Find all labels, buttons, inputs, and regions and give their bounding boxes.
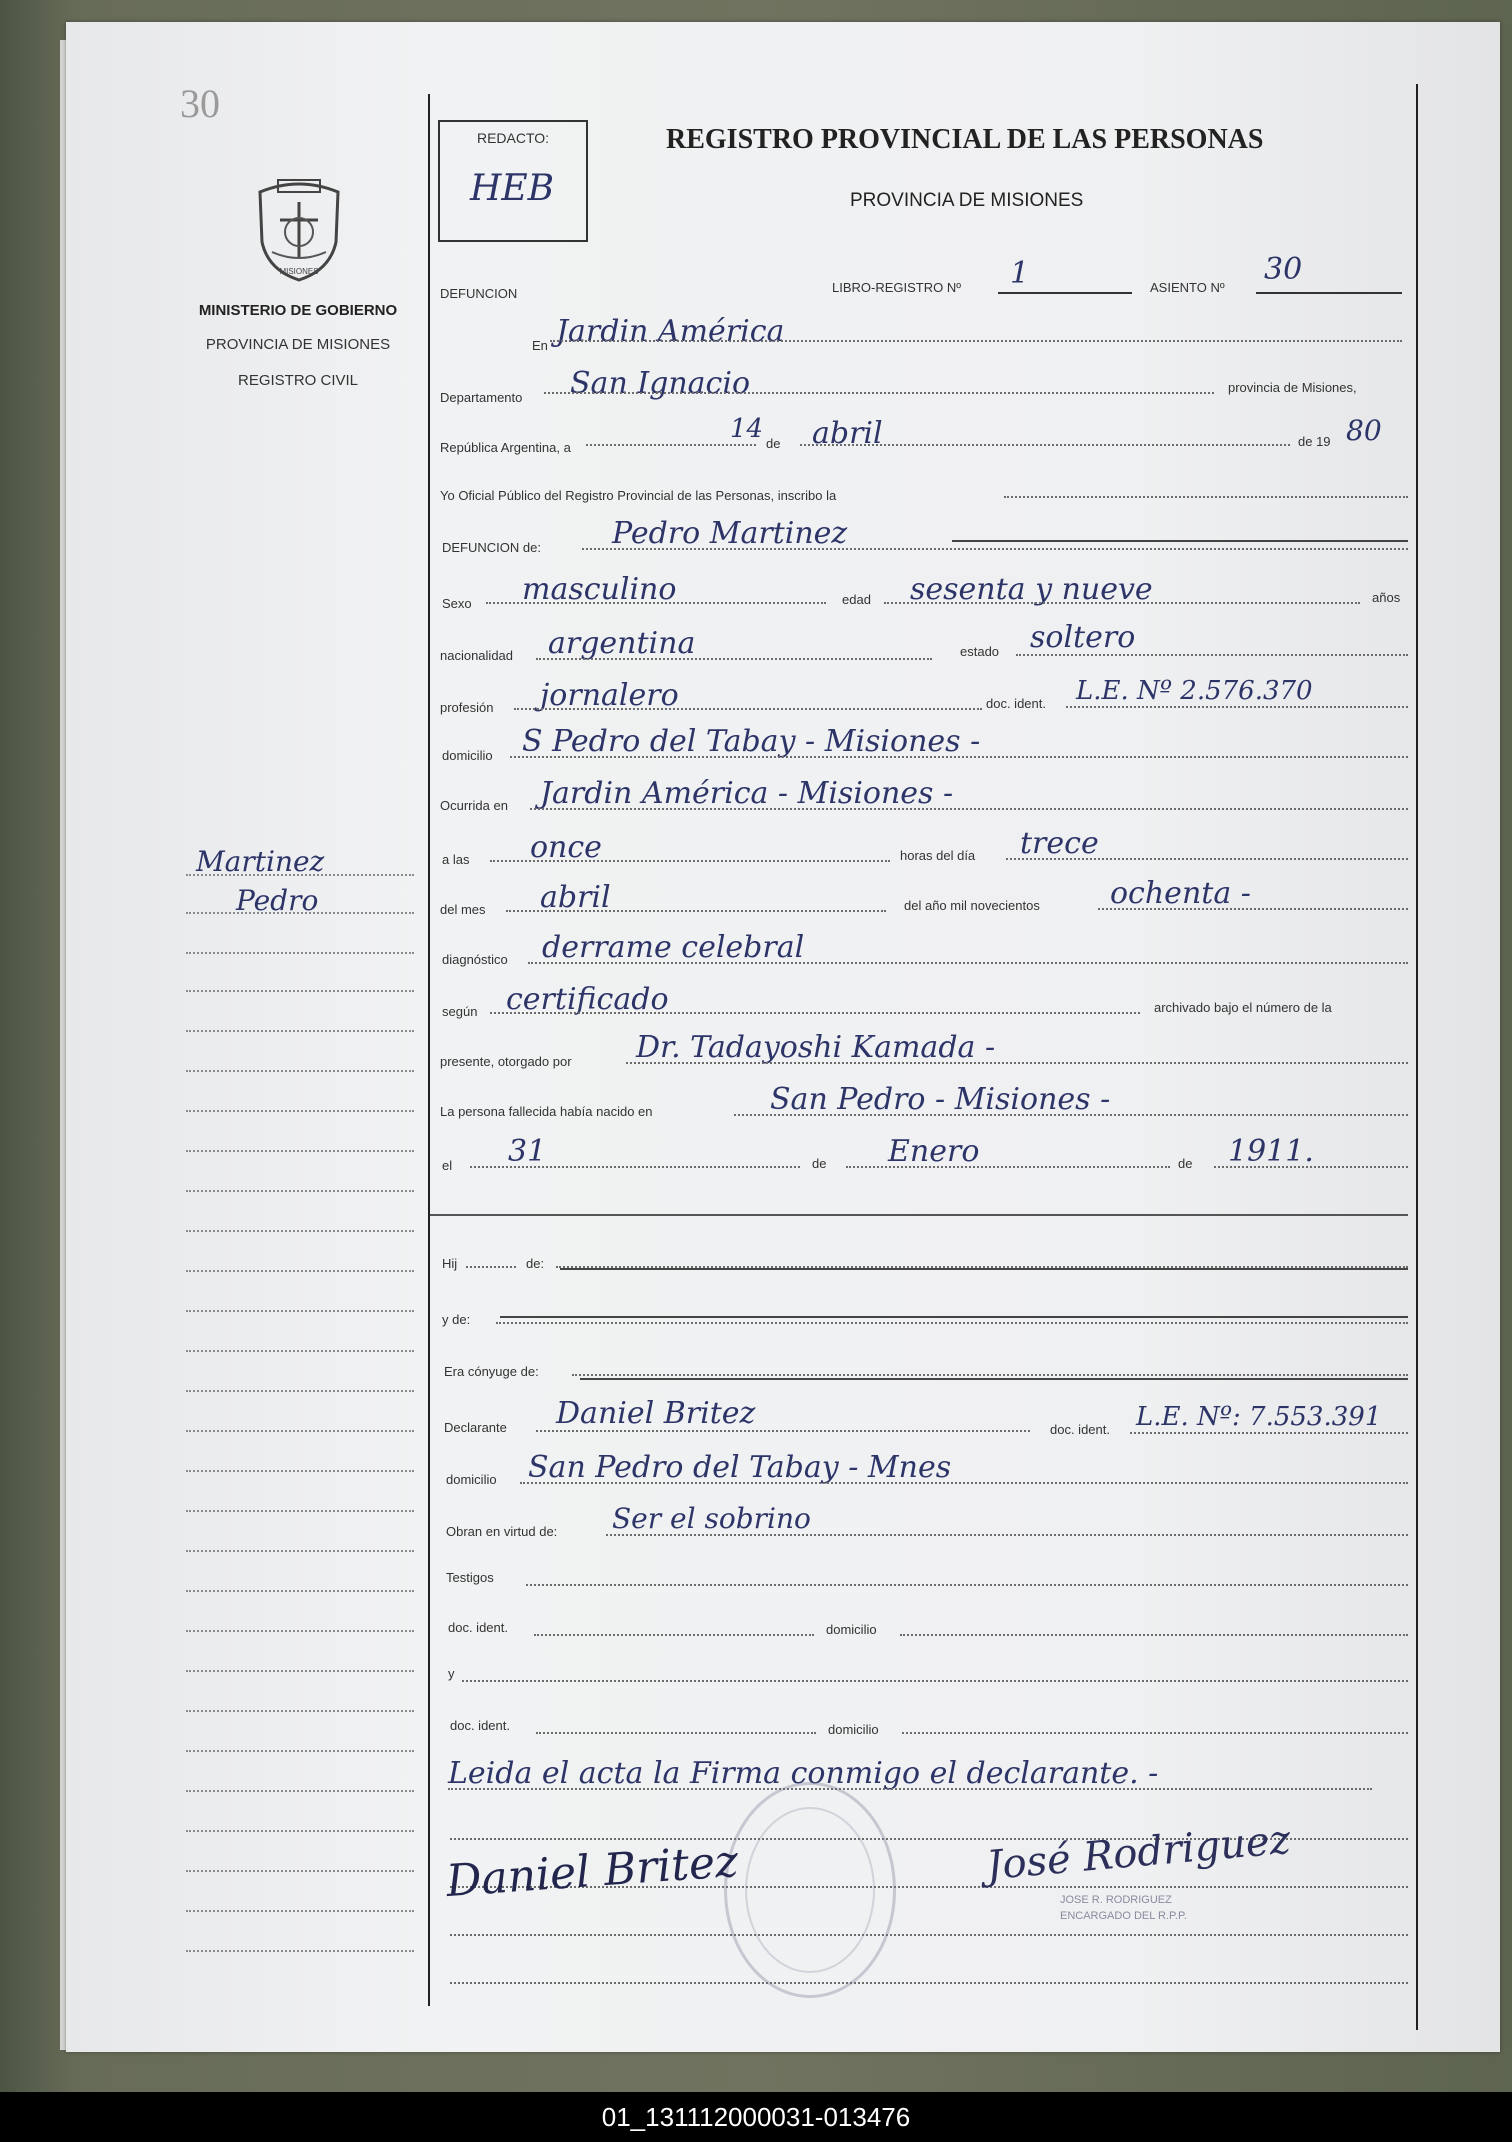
nacido-value: San Pedro - Misiones - bbox=[770, 1082, 1111, 1117]
strike-line-hij bbox=[560, 1268, 1408, 1270]
decl-domicilio-label: domicilio bbox=[446, 1472, 497, 1487]
dom1-label: domicilio bbox=[826, 1622, 877, 1637]
closing-statement: Leida el acta la Firma conmigo el declarante. - bbox=[448, 1756, 1159, 1791]
emblem-text: MISIONES bbox=[279, 267, 319, 276]
asiento-value: 30 bbox=[1264, 252, 1303, 287]
anio-label: del año mil novecientos bbox=[904, 898, 1040, 913]
stamp-line-2: ENCARGADO DEL R.P.P. bbox=[1060, 1910, 1187, 1922]
birth-year: 1911. bbox=[1228, 1134, 1314, 1169]
doc1-label: doc. ident. bbox=[448, 1620, 508, 1635]
nacido-label: La persona fallecida había nacido en bbox=[440, 1104, 653, 1119]
month-value: abril bbox=[812, 416, 883, 451]
decl-doc-label: doc. ident. bbox=[1050, 1422, 1110, 1437]
redacto-label: REDACTO: bbox=[476, 130, 550, 146]
y-label: y bbox=[448, 1666, 455, 1681]
strike-line-yde bbox=[500, 1316, 1408, 1318]
official-seal bbox=[724, 1782, 896, 1998]
domicilio-label: domicilio bbox=[442, 748, 493, 763]
birth-month: Enero bbox=[888, 1134, 980, 1169]
province-label: PROVINCIA DE MISIONES bbox=[205, 336, 391, 353]
presente-value: Dr. Tadayoshi Kamada - bbox=[636, 1030, 996, 1065]
sexo-label: Sexo bbox=[442, 596, 472, 611]
sexo-value: masculino bbox=[522, 572, 677, 607]
declarante-label: Declarante bbox=[444, 1420, 507, 1435]
alas-label: a las bbox=[442, 852, 470, 867]
alas-value: once bbox=[530, 830, 602, 865]
defuncion-de-label: DEFUNCION de: bbox=[442, 540, 541, 555]
decl-domicilio-value: San Pedro del Tabay - Mnes bbox=[528, 1450, 952, 1485]
page-number: 30 bbox=[180, 81, 220, 126]
section-divider bbox=[430, 1214, 1408, 1216]
hij-de-label: de: bbox=[526, 1256, 545, 1271]
registry-label: REGISTRO CIVIL bbox=[237, 372, 359, 389]
doc-ident-label: doc. ident. bbox=[986, 696, 1046, 711]
conyuge-label: Era cónyuge de: bbox=[444, 1364, 539, 1379]
libro-label: LIBRO-REGISTRO Nº bbox=[832, 280, 961, 295]
decl-doc-value: L.E. Nº: 7.553.391 bbox=[1136, 1402, 1382, 1432]
de-label-3: de bbox=[1178, 1156, 1193, 1171]
horas-label: horas del día bbox=[900, 848, 976, 863]
estado-value: soltero bbox=[1030, 620, 1136, 655]
horas-value: trece bbox=[1020, 826, 1099, 861]
strike-line-conyuge bbox=[580, 1378, 1408, 1380]
presente-label: presente, otorgado por bbox=[440, 1054, 572, 1069]
segun-label: según bbox=[442, 1004, 478, 1019]
year-prefix-label: de 19 bbox=[1298, 434, 1331, 449]
redacto-box bbox=[438, 120, 588, 242]
ocurrida-value: Jardin América - Misiones - bbox=[540, 776, 954, 811]
deceased-name: Pedro Martinez bbox=[612, 516, 848, 551]
ocurrida-label: Ocurrida en bbox=[440, 798, 508, 813]
yde-label: y de: bbox=[442, 1312, 471, 1327]
departamento-value: San Ignacio bbox=[570, 366, 751, 401]
edad-value: sesenta y nueve bbox=[910, 572, 1153, 607]
doc2-label: doc. ident. bbox=[450, 1718, 510, 1733]
dom2-label: domicilio bbox=[828, 1722, 879, 1737]
year-value: 80 bbox=[1346, 414, 1382, 447]
nacionalidad-label: nacionalidad bbox=[440, 648, 514, 663]
domicilio-value: S Pedro del Tabay - Misiones - bbox=[522, 724, 981, 759]
libro-value: 1 bbox=[1010, 256, 1030, 291]
en-label: En bbox=[532, 338, 548, 353]
act-type-label: DEFUNCION bbox=[440, 286, 518, 301]
departamento-label: Departamento bbox=[440, 390, 523, 405]
form-left-border bbox=[428, 94, 430, 2006]
nacionalidad-value: argentina bbox=[548, 626, 696, 661]
stamp-line-1: JOSE R. RODRIGUEZ bbox=[1060, 1894, 1172, 1906]
en-value: Jardin América bbox=[556, 314, 785, 349]
estado-label: estado bbox=[960, 644, 1000, 659]
redacto-initials: HEB bbox=[470, 168, 555, 209]
segun-value: certificado bbox=[506, 982, 669, 1017]
archivado-label: archivado bajo el número de la bbox=[1154, 1000, 1332, 1015]
asiento-label: ASIENTO Nº bbox=[1150, 280, 1225, 295]
de-label-1: de bbox=[766, 436, 781, 451]
obran-value: Ser el sobrino bbox=[612, 1502, 811, 1535]
obran-label: Obran en virtud de: bbox=[446, 1524, 558, 1539]
birth-day: 31 bbox=[508, 1134, 547, 1169]
delmes-value: abril bbox=[540, 880, 611, 915]
day-value: 14 bbox=[730, 414, 764, 444]
image-id-footer: 01_131112000031-013476 bbox=[0, 2092, 1512, 2142]
provincia-label: provincia de Misiones, bbox=[1228, 380, 1357, 395]
margin-note-name: Pedro bbox=[236, 884, 319, 917]
doc-ident-value: L.E. Nº 2.576.370 bbox=[1076, 676, 1313, 706]
official-signature: José Rodriguez bbox=[984, 1816, 1293, 1890]
declarante-signature: Daniel Britez bbox=[444, 1835, 740, 1908]
de-label-2: de bbox=[812, 1156, 827, 1171]
profesion-label: profesión bbox=[440, 700, 494, 715]
diagnostico-label: diagnóstico bbox=[442, 952, 508, 967]
anio-value: ochenta - bbox=[1110, 876, 1251, 911]
edad-label: edad bbox=[842, 592, 871, 607]
el-label: el bbox=[442, 1158, 453, 1173]
ministry-label: MINISTERIO DE GOBIERNO bbox=[198, 302, 398, 319]
republica-label: República Argentina, a bbox=[440, 440, 571, 455]
registry-title: REGISTRO PROVINCIAL DE LAS PERSONAS bbox=[666, 124, 1264, 155]
hij-label: Hij bbox=[442, 1256, 458, 1271]
declarante-value: Daniel Britez bbox=[556, 1396, 756, 1431]
margin-note-surname: Martinez bbox=[196, 845, 325, 878]
diagnostico-value: derrame celebral bbox=[542, 930, 805, 965]
delmes-label: del mes bbox=[440, 902, 486, 917]
provincial-emblem-icon bbox=[250, 172, 348, 284]
anos-label: años bbox=[1372, 590, 1401, 605]
profesion-value: jornalero bbox=[540, 678, 679, 713]
form-right-border bbox=[1416, 84, 1418, 2030]
oficial-statement: Yo Oficial Público del Registro Provincial de las Personas, inscribo la bbox=[440, 488, 837, 503]
testigos-label: Testigos bbox=[446, 1570, 494, 1585]
registry-subtitle: PROVINCIA DE MISIONES bbox=[850, 190, 1084, 211]
